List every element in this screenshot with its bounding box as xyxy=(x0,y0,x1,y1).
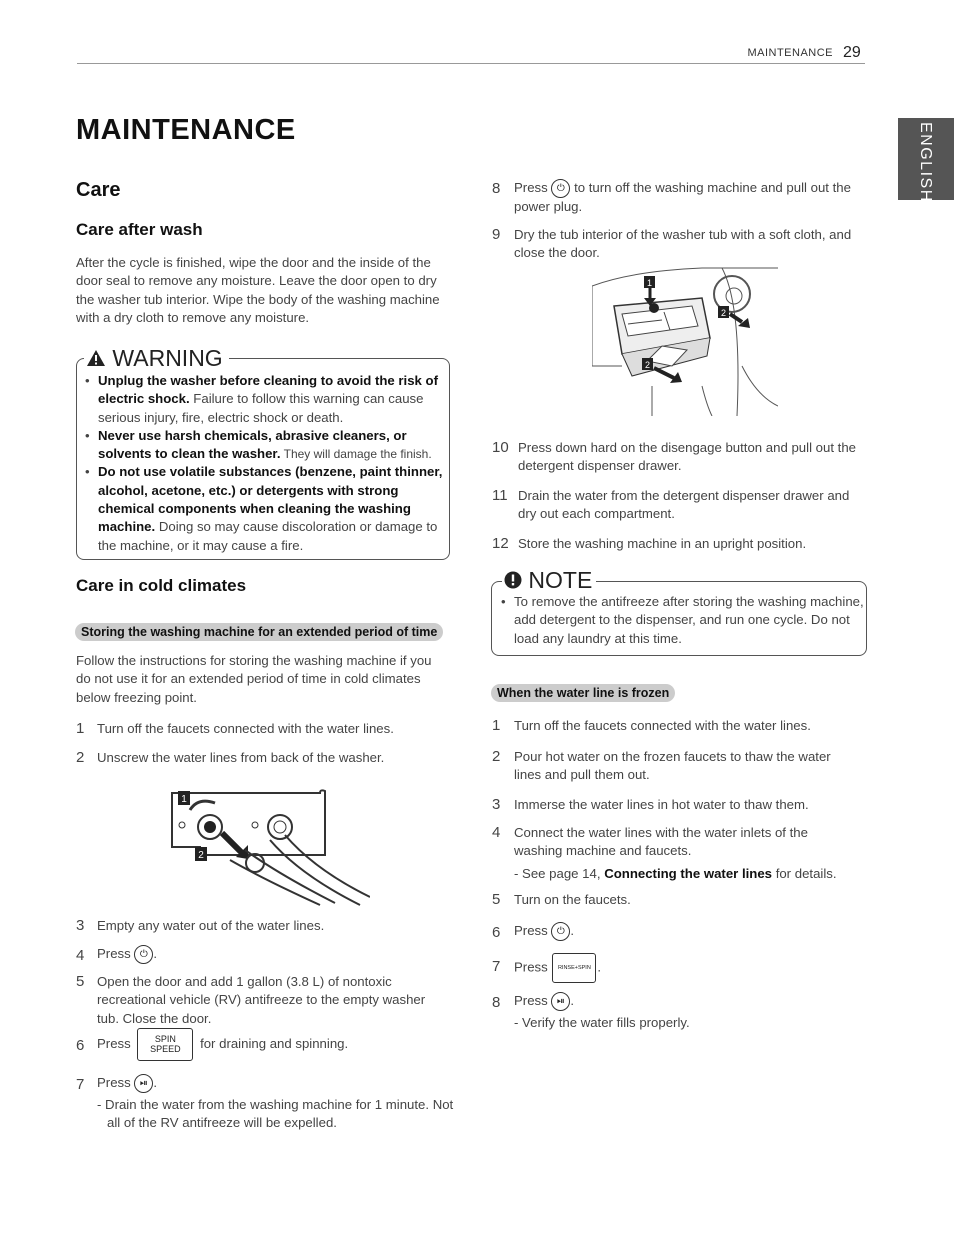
page-number: 29 xyxy=(843,44,861,61)
step-text: Press SPIN SPEED for draining and spinning. xyxy=(97,1028,348,1061)
detergent-dispenser-illustration xyxy=(592,266,778,416)
step-text: Dry the tub interior of the washer tub with a soft cloth, and close the door. xyxy=(514,227,852,261)
step-number: 7 xyxy=(76,1076,85,1093)
cross-reference-link[interactable]: Connecting the water lines xyxy=(604,866,773,881)
header-rule xyxy=(77,63,865,64)
step-number: 8 xyxy=(492,180,501,197)
care-heading: Care xyxy=(76,179,121,201)
step-number: 5 xyxy=(492,891,501,908)
step-text: Press ⏻ . xyxy=(514,922,574,941)
frozen-line-label: When the water line is frozen xyxy=(491,684,675,702)
note-title xyxy=(502,567,596,594)
warning-list xyxy=(84,372,444,555)
svg-text:2: 2 xyxy=(644,360,651,370)
step-text: Press ⏯ . xyxy=(514,992,574,1011)
language-label: ENGLISH xyxy=(917,122,934,203)
rinse-spin-button-icon: RINSE+SPIN xyxy=(552,953,596,983)
step-number: 1 xyxy=(76,720,85,737)
step-text: Press RINSE+SPIN . xyxy=(514,953,601,983)
step-number: 2 xyxy=(492,748,501,765)
storing-text: Follow the instructions for storing the washing machine if you do not use it for an extended period of time in cold climates below freezing point. xyxy=(76,653,432,705)
step-text: Turn on the faucets. xyxy=(514,892,631,907)
warning-triangle-icon xyxy=(86,349,106,367)
step-number: 2 xyxy=(76,749,85,766)
step-text: Drain the water from the detergent dispenser drawer and dry out each compartment. xyxy=(518,488,850,522)
step-text: Press down hard on the disengage button and pull out the detergent dispenser drawer. xyxy=(518,440,856,474)
step-text: Turn off the faucets connected with the water lines. xyxy=(97,721,394,736)
step-number: 5 xyxy=(76,973,85,990)
step-number: 12 xyxy=(492,535,509,552)
step-subnote: - Verify the water fills properly. xyxy=(514,1015,690,1030)
warning-title xyxy=(84,345,229,372)
storing-label: Storing the washing machine for an extended period of time xyxy=(75,623,443,641)
step-number: 4 xyxy=(76,947,85,964)
step-number: 4 xyxy=(492,824,501,841)
warning-item: • Do not use volatile substances (benzene, paint thinner, alcohol, acetone, etc.) or detergents with strong chemical components when cleaning the washing machine. Doing so may cause discoloration or damage to the machine, or it may cause a fire. xyxy=(84,463,444,554)
svg-text:2: 2 xyxy=(720,308,727,318)
step-text: Press ⏻ . xyxy=(97,945,157,964)
step-number: 7 xyxy=(492,958,501,975)
step-text: Immerse the water lines in hot water to thaw them. xyxy=(514,797,809,812)
step-text: Open the door and add 1 gallon (3.8 L) of nontoxic recreational vehicle (RV) antifreeze to the empty washer tub. Close the door. xyxy=(97,974,426,1026)
step-subnote: - Drain the water from the washing machine for 1 minute. Not all of the RV antifreeze will be expelled. xyxy=(97,1097,454,1131)
start-pause-icon: ⏯ xyxy=(551,992,570,1011)
svg-text:1: 1 xyxy=(646,278,653,288)
warning-item: • Unplug the washer before cleaning to avoid the risk of electric shock. Failure to follow this warning can cause serious injury, fire, electric shock or death. xyxy=(84,372,444,427)
step-number: 11 xyxy=(492,487,508,504)
step-number: 1 xyxy=(492,717,501,734)
care-after-wash-heading: Care after wash xyxy=(76,220,203,239)
spin-speed-button-icon: SPIN SPEED xyxy=(137,1028,193,1061)
care-cold-climates-heading: Care in cold climates xyxy=(76,576,247,595)
svg-text:2: 2 xyxy=(198,850,204,861)
warning-item: • Never use harsh chemicals, abrasive cleaners, or solvents to clean the washer. They will damage the finish. xyxy=(84,427,444,464)
step-number: 9 xyxy=(492,226,501,243)
note-text: • To remove the antifreeze after storing the washing machine, add detergent to the dispenser, and run one cycle. Do not load any laundry at this time. xyxy=(500,593,874,648)
step-text: Pour hot water on the frozen faucets to thaw the water lines and pull them out. xyxy=(514,749,831,783)
language-side-tab xyxy=(898,118,954,203)
step-number: 10 xyxy=(492,439,509,456)
step-text: Store the washing machine in an upright position. xyxy=(518,536,807,551)
step-text: Press ⏯ . xyxy=(97,1074,157,1093)
power-icon: ⏻ xyxy=(551,179,570,198)
step-subnote: - See page 14, Connecting the water lines for details. xyxy=(514,866,837,881)
note-title-text: NOTE xyxy=(528,567,593,593)
note-exclamation-icon xyxy=(504,571,522,589)
step-text: Press ⏻ to turn off the washing machine and pull out the power plug. xyxy=(514,180,851,215)
power-icon: ⏻ xyxy=(134,945,153,964)
step-text: Connect the water lines with the water inlets of the washing machine and faucets. xyxy=(514,825,808,859)
power-icon: ⏻ xyxy=(551,922,570,941)
step-text: Empty any water out of the water lines. xyxy=(97,918,325,933)
svg-text:1: 1 xyxy=(181,794,187,805)
care-after-wash-text: After the cycle is finished, wipe the door and the inside of the door seal to remove any moisture. Leave the door open to dry the washer tub interior. Wipe the body of the washing machine with a dry cloth to remove any moisture. xyxy=(76,255,440,326)
water-line-faucet-illustration xyxy=(170,785,370,910)
running-header-section: MAINTENANCE xyxy=(747,47,833,59)
step-number: 6 xyxy=(492,924,501,941)
step-number: 3 xyxy=(492,796,501,813)
step-text: Unscrew the water lines from back of the washer. xyxy=(97,750,385,765)
step-number: 8 xyxy=(492,994,501,1011)
page-title: MAINTENANCE xyxy=(76,114,296,146)
warning-title-text: WARNING xyxy=(112,345,223,371)
step-text: Turn off the faucets connected with the water lines. xyxy=(514,718,811,733)
step-number: 6 xyxy=(76,1037,85,1054)
step-number: 3 xyxy=(76,917,85,934)
start-pause-icon: ⏯ xyxy=(134,1074,153,1093)
